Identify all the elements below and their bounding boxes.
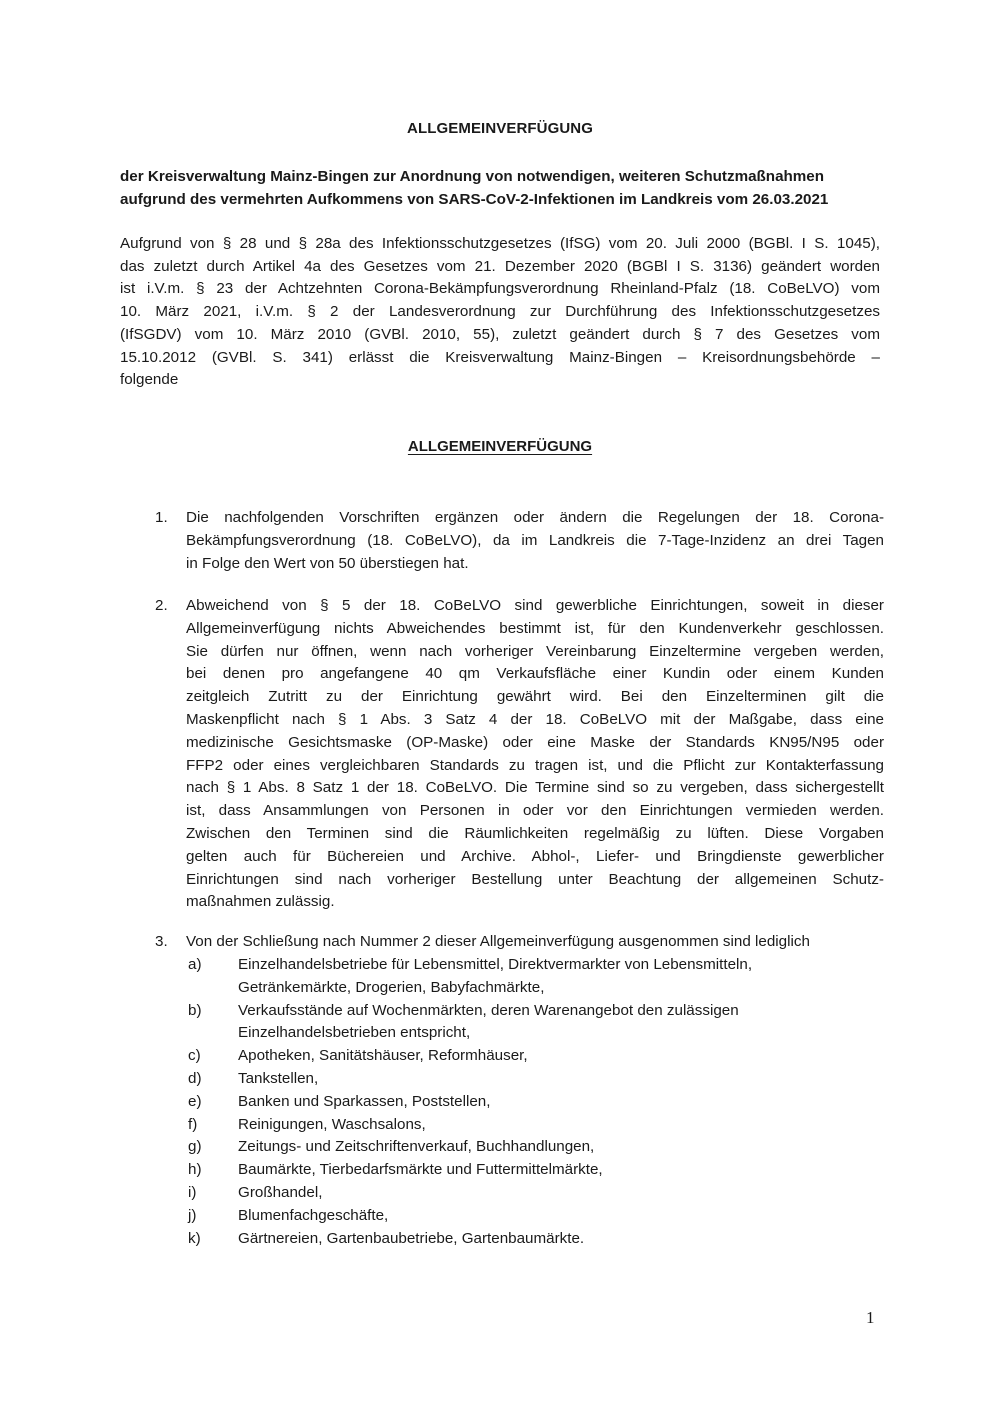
item-number: 2. [155,597,168,614]
item-line: zeitgleich Zutritt zu der Einrichtung gewährt wird. Bei den Einzelterminen gilt die [186,688,884,706]
exemption-text [238,1205,888,1228]
item-body [186,507,884,575]
exemption-item-a [188,954,888,1000]
exemption-letter: k) [188,1229,201,1247]
exemption-text [238,1228,888,1251]
item-line: in Folge den Wert von 50 überstiegen hat. [186,554,469,572]
document-title: ALLGEMEINVERFÜGUNG [407,120,593,137]
exemption-text [238,1159,888,1182]
exemption-letter: h) [188,1161,202,1179]
preamble-line: folgende [120,371,179,389]
exemption-line: Blumenfachgeschäfte, [238,1206,389,1224]
item-line: Einrichtungen sind nach vorheriger Bestellung unter Beachtung der allgemeinen Schutz- [186,870,884,888]
section-heading: ALLGEMEINVERFÜGUNG [407,438,593,455]
exemption-letter: d) [188,1069,202,1087]
exemption-line: Großhandel, [238,1183,323,1201]
exemption-letter: f) [188,1115,198,1133]
item-line: Zwischen den Terminen sind die Räumlichkeiten regelmäßig zu lüften. Diese Vorgaben [186,824,884,842]
preamble-line: (IfSGDV) vom 10. März 2010 (GVBl. 2010, 55), zuletzt geändert durch § 7 des Gesetzes vom [120,325,880,343]
exemption-item-j [188,1205,888,1228]
exemption-line: Zeitungs- und Zeitschriftenverkauf, Buchhandlungen, [238,1138,595,1156]
exemption-item-k [188,1228,888,1251]
item-body [186,595,884,914]
exemption-letter: j) [188,1206,197,1224]
exemption-letter: i) [188,1183,197,1201]
item-line: nach § 1 Abs. 8 Satz 1 der 18. CoBeLVO. Die Termine sind so zu vergeben, dass sichergestellt [186,779,884,797]
exemption-item-d [188,1068,888,1091]
exemption-line: Einzelhandelsbetriebe für Lebensmittel, Direktvermarkter von Lebensmitteln, [238,956,753,973]
exemption-line: Reinigungen, Waschsalons, [238,1115,426,1133]
preamble-line: Aufgrund von § 28 und § 28a des Infektionsschutzgesetzes (IfSG) vom 20. Juli 2000 (BGBl. I S. 1045), [120,235,880,252]
item-line: ist, dass Ansammlungen von Personen in oder vor den Einrichtungen vermieden werden. [186,802,884,820]
exemption-list [188,954,888,1250]
exemption-item-f [188,1114,888,1137]
exemption-line: Verkaufsstände auf Wochenmärkten, deren Warenangebot den zulässigen [238,1001,739,1019]
exemption-letter: b) [188,1001,202,1019]
item-number: 1. [155,509,168,526]
item-line: medizinische Gesichtsmaske (OP-Maske) oder eine Maske der Standards KN95/N95 oder [186,733,884,751]
preamble-line: das zuletzt durch Artikel 4a des Gesetzes vom 21. Dezember 2020 (BGBl I S. 3136) geändert worden [120,257,880,275]
exemption-item-e [188,1091,888,1114]
item-line: Sie dürfen nur öffnen, wenn nach vorheriger Vereinbarung Einzeltermine vergeben werden, [186,642,884,660]
exemption-line: Apotheken, Sanitätshäuser, Reformhäuser, [238,1047,528,1065]
subtitle-line: der Kreisverwaltung Mainz-Bingen zur Anordnung von notwendigen, weiteren Schutzmaßnahmen [120,168,825,185]
item-line: bei denen pro angefangene 40 qm Verkaufsfläche einer Kundin oder einem Kunden [186,665,884,683]
preamble-line: ist i.V.m. § 23 der Achtzehnten Corona-Bekämpfungsverordnung Rheinland-Pfalz (18. CoBeLVO) vom [120,280,880,298]
item-line: Die nachfolgenden Vorschriften ergänzen oder ändern die Regelungen der 18. Corona- [186,509,884,526]
exemption-text [238,1068,888,1091]
exemption-text [238,1136,888,1159]
exemption-line: Getränkemärkte, Drogerien, Babyfachmärkte, [238,978,545,996]
exemption-line: Einzelhandelsbetrieben entspricht, [238,1024,471,1042]
subtitle-line: aufgrund des vermehrten Aufkommens von SARS-CoV-2-Infektionen im Landkreis vom 26.03.2021 [120,191,829,208]
exemption-item-i [188,1182,888,1205]
exemption-text [238,1114,888,1137]
item-line: gelten auch für Büchereien und Archive. Abhol-, Liefer- und Bringdienste gewerblicher [186,847,884,865]
exemption-item-g [188,1136,888,1159]
exemption-text [238,1091,888,1114]
item-line: FFP2 oder eines vergleichbaren Standards zu tragen ist, und die Pflicht zur Kontakterfassung [186,756,884,774]
page-number: 1 [866,1308,875,1327]
item-line: Von der Schließung nach Nummer 2 dieser Allgemeinverfügung ausgenommen sind lediglich [186,933,810,950]
exemption-line: Banken und Sparkassen, Poststellen, [238,1092,491,1110]
item-line: Allgemeinverfügung nichts Abweichendes bestimmt ist, für den Kundenverkehr geschlossen. [186,619,884,637]
exemption-text [238,954,888,1000]
exemption-letter: e) [188,1092,202,1110]
preamble-line: 15.10.2012 (GVBl. S. 341) erlässt die Kreisverwaltung Mainz-Bingen – Kreisordnungsbehörde – [120,348,880,366]
exemption-text [238,1045,888,1068]
exemption-item-c [188,1045,888,1068]
exemption-letter: g) [188,1138,202,1156]
exemption-text [238,1182,888,1205]
exemption-line: Baumärkte, Tierbedarfsmärkte und Futtermittelmärkte, [238,1161,603,1179]
exemption-line: Gärtnereien, Gartenbaubetriebe, Gartenbaumärkte. [238,1229,585,1247]
item-body [186,931,884,954]
exemption-letter: c) [188,1047,201,1065]
exemption-letter: a) [188,956,202,973]
item-line: maßnahmen zulässig. [186,893,335,911]
exemption-line: Tankstellen, [238,1069,319,1087]
item-line: Bekämpfungsverordnung (18. CoBeLVO), da im Landkreis die 7-Tage-Inzidenz an drei Tagen [186,531,884,549]
exemption-item-b [188,1000,888,1046]
item-number: 3. [155,933,168,950]
preamble-paragraph [120,233,880,392]
document-subtitle [120,165,880,211]
exemption-text [238,1000,888,1046]
preamble-line: 10. März 2021, i.V.m. § 2 der Landesverordnung zur Durchführung des Infektionsschutzgesetzes [120,303,880,321]
exemption-item-h [188,1159,888,1182]
item-line: Abweichend von § 5 der 18. CoBeLVO sind gewerbliche Einrichtungen, soweit in dieser [186,597,884,614]
item-line: Maskenpflicht nach § 1 Abs. 3 Satz 4 der 18. CoBeLVO mit der Maßgabe, dass eine [186,710,884,728]
